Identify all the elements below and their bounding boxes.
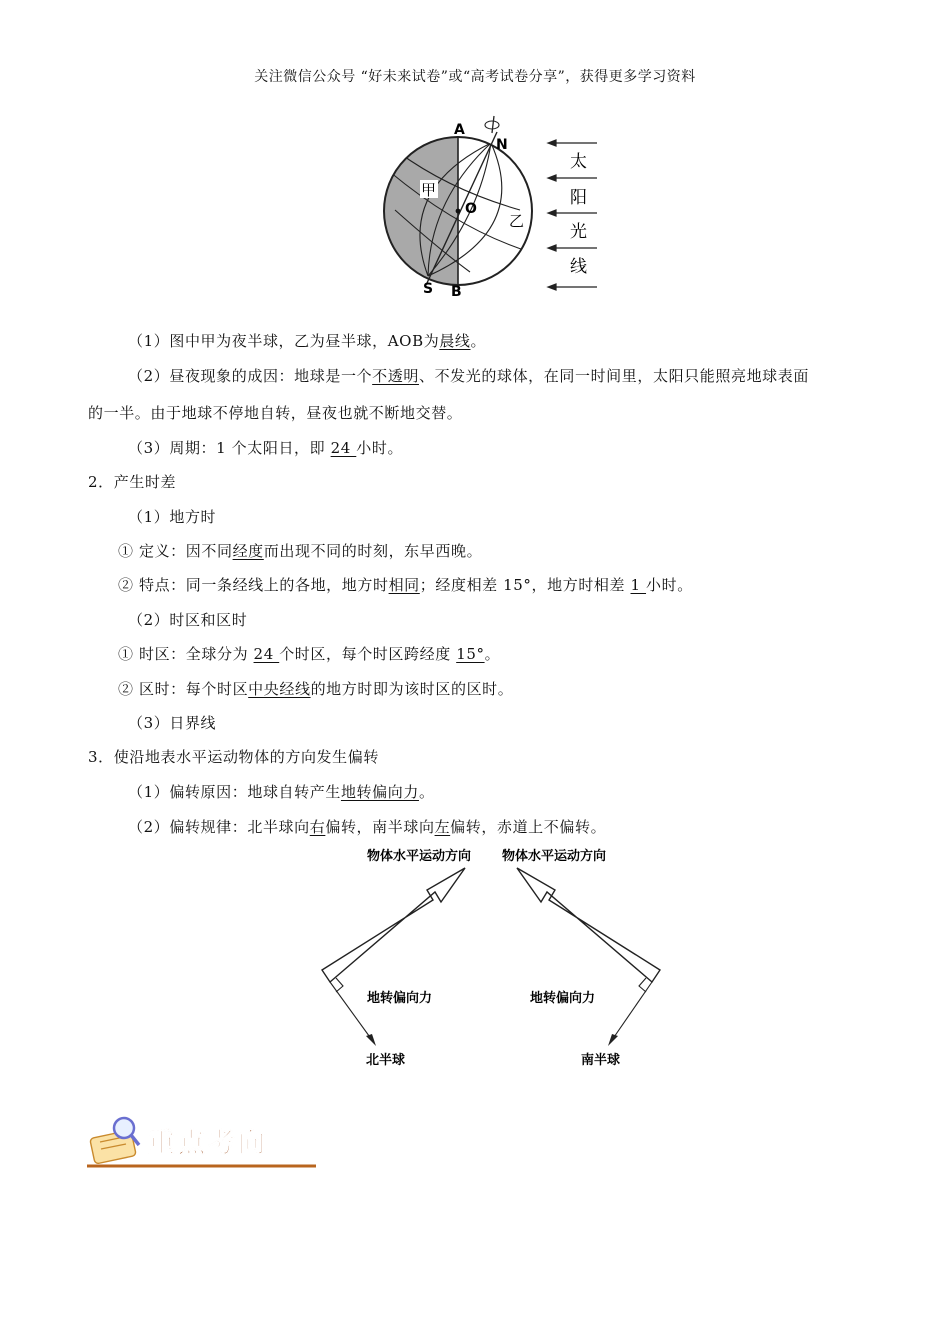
sunlight-char-4: 线 — [570, 257, 587, 277]
para-2-line-1: （2）昼夜现象的成因：地球是一个不透明、不发光的球体，在同一时间里，太阳只能照亮地球表面 — [128, 367, 809, 385]
label-yi: 乙 — [509, 212, 525, 230]
key-focus-banner — [85, 1110, 325, 1175]
section-2-item-2a: ① 时区：全球分为 24 个时区，每个时区跨经度 15°。 — [118, 645, 501, 663]
section-3-item-1: （1）偏转原因：地球自转产生地转偏向力。 — [128, 783, 435, 801]
left-top-label: 物体水平运动方向 — [367, 849, 472, 864]
right-force-label: 地转偏向力 — [530, 991, 596, 1006]
section-2-item-3: （3）日界线 — [128, 714, 217, 732]
page-header: 关注微信公众号 “好未来试卷”或“高考试卷分享”，获得更多学习资料 — [254, 69, 696, 85]
para-3: （3）周期：1 个太阳日，即 24 小时。 — [128, 439, 404, 457]
para-1: （1）图中甲为夜半球，乙为昼半球，AOB为晨线。 — [128, 332, 487, 350]
center-point — [456, 209, 461, 214]
label-jia: 甲 — [421, 181, 437, 199]
para-2-line-2: 的一半。由于地球不停地自转，昼夜也就不断地交替。 — [88, 404, 463, 422]
section-2-item-1a: ① 定义：因不同经度而出现不同的时刻，东早西晚。 — [118, 542, 483, 560]
globe-diagram — [380, 115, 610, 300]
section-3-item-2: （2）偏转规律：北半球向右偏转，南半球向左偏转，赤道上不偏转。 — [128, 818, 607, 836]
left-force-arrowhead — [366, 1034, 376, 1046]
left-motion-arrow — [322, 868, 465, 982]
sunlight-char-2: 阳 — [570, 188, 587, 208]
left-force-label: 地转偏向力 — [367, 991, 433, 1006]
sunlight-char-3: 光 — [570, 222, 587, 242]
label-a: A — [454, 122, 465, 138]
label-s: S — [423, 281, 434, 297]
label-b: B — [451, 284, 462, 300]
right-force-arrowhead — [608, 1034, 618, 1046]
right-force-line — [612, 982, 652, 1040]
section-2-title: 2．产生时差 — [88, 473, 177, 491]
banner-title: 重点考向 — [148, 1128, 268, 1159]
section-2-item-2b: ② 区时：每个时区中央经线的地方时即为该时区的区时。 — [118, 680, 514, 698]
right-motion-arrow — [517, 868, 660, 982]
left-force-line — [330, 982, 372, 1040]
section-2-item-1b: ② 特点：同一条经线上的各地，地方时相同；经度相差 15°，地方时相差 1 小时。 — [118, 576, 693, 594]
deflection-diagram — [310, 840, 670, 1075]
notebook-magnifier-icon — [90, 1118, 139, 1164]
southern-hemisphere-label: 南半球 — [581, 1053, 621, 1068]
northern-hemisphere-label: 北半球 — [366, 1053, 406, 1068]
section-2-item-1: （1）地方时 — [128, 508, 217, 526]
right-top-label: 物体水平运动方向 — [502, 849, 607, 864]
label-o: O — [465, 201, 477, 217]
sunlight-char-1: 太 — [570, 152, 587, 172]
section-2-item-2: （2）时区和区时 — [128, 611, 248, 629]
label-n: N — [496, 137, 508, 153]
section-3-title: 3．使沿地表水平运动物体的方向发生偏转 — [88, 748, 379, 766]
